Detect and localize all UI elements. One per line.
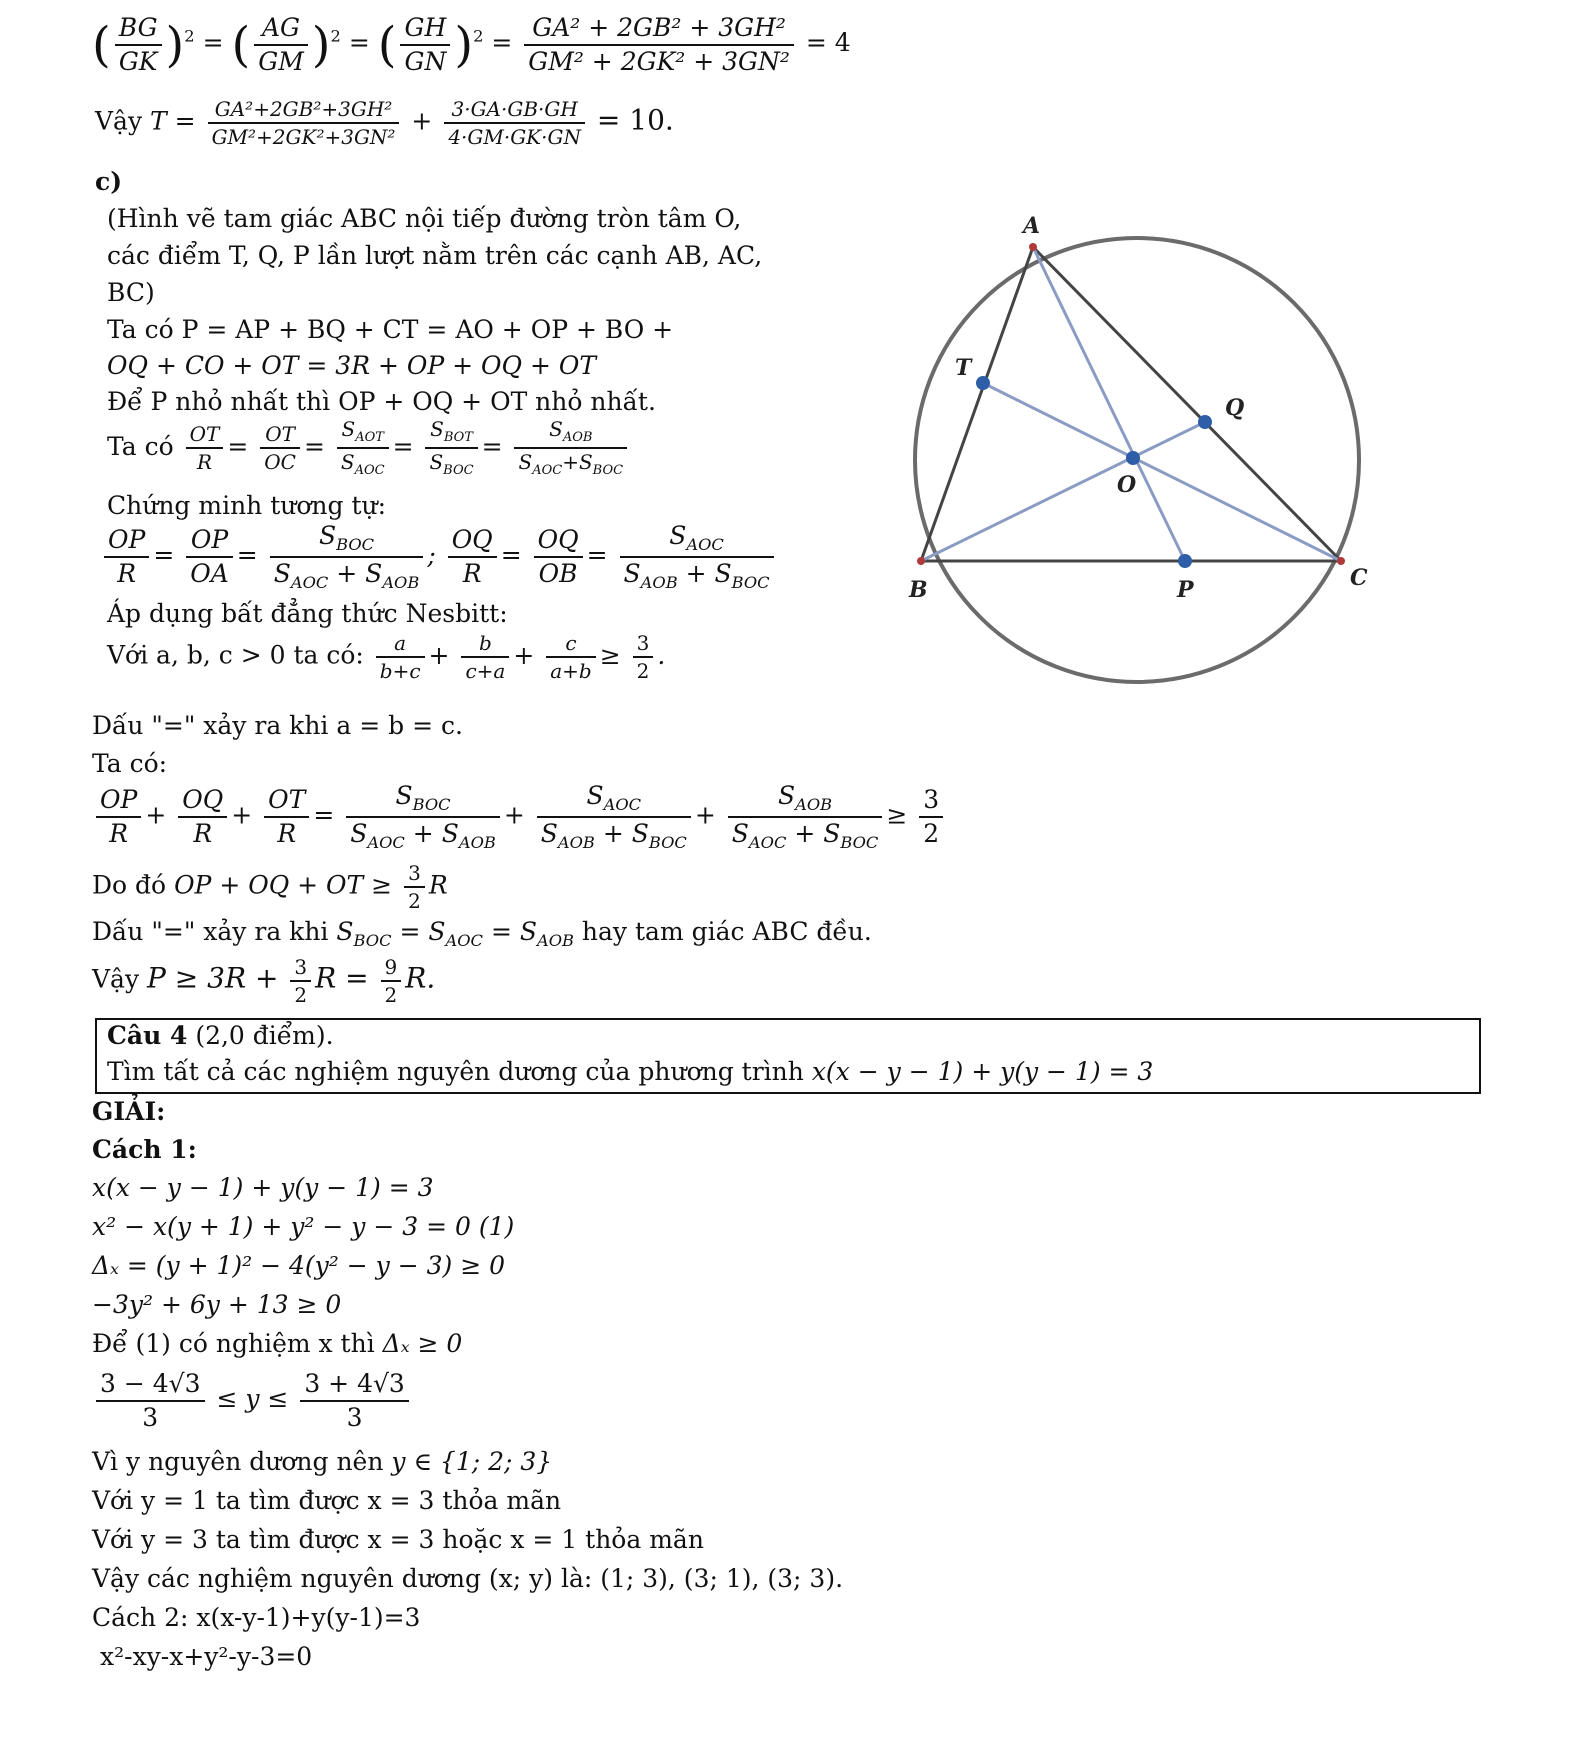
l2-prefix: Vậy [95, 106, 143, 136]
label-T: T [955, 355, 972, 381]
para-p13: Dấu "=" xảy ra khi $S_{BOC} = S_{AOC} = S_{AOB}$ hay tam giác ABC đều. [92, 917, 872, 950]
p13-suffix: hay tam giác ABC đều. [581, 917, 872, 946]
l2-f1den: GM²+2GK²+3GN² [211, 125, 396, 149]
e6-mid: ≤ y ≤ [216, 1384, 289, 1413]
para-p5: Chứng minh tương tự: [107, 491, 387, 520]
l2-rhs: = 10. [596, 103, 674, 137]
equation-T [95, 98, 674, 148]
equation-op-oq: $\frac{OP}{R}$ = $\frac{OP}{OA}$ = $\frac{S_{BOC}}{S_{AOC} + S_{AOB}}$ ; $\frac{OQ}{R}$ = $\frac{OQ}{OB}$ = $\frac{S_{AOC}}{S_{AOB} + S_{BOC}}$ [100, 522, 778, 592]
fig-caption-3: BC) [107, 278, 155, 307]
e5-math: Δₓ ≥ 0 [382, 1329, 463, 1358]
step-e4: −3y² + 6y + 13 ≥ 0 [92, 1290, 342, 1319]
para-p2: OQ + CO + OT = 3R + OP + OQ + OT [107, 351, 597, 380]
step-e7 [92, 1448, 552, 1476]
l2-T: T = [150, 106, 196, 136]
equation-nesbitt: Với a, b, c > 0 ta có: $\frac{a}{b+c}$ + $\frac{b}{c+a}$ + $\frac{c}{a+b}$ ≥ $\frac{3}{2}$ . [107, 631, 666, 683]
l1-rhs: = 4 [805, 28, 851, 57]
step-e9: Với y = 3 ta tìm được x = 3 hoặc x = 1 thỏa mãn [92, 1525, 704, 1554]
label-O: O [1117, 472, 1137, 498]
vertex-C [1337, 557, 1345, 565]
p4-prefix: Ta có [107, 431, 174, 461]
step-e3: Δₓ = (y + 1)² − 4(y² − y − 3) ≥ 0 [92, 1251, 506, 1280]
step-e12: x²-xy-x+y²-y-3=0 [100, 1642, 313, 1671]
l1-den: GM² + 2GK² + 3GN² [528, 46, 790, 76]
e7-prefix: Vì y nguyên dương nên [92, 1447, 384, 1476]
para-p7: Áp dụng bất đẳng thức Nesbitt: [107, 599, 508, 628]
method-1-heading: Cách 1: [92, 1135, 197, 1164]
para-p10: Ta có: [92, 749, 168, 778]
point-Q [1198, 415, 1212, 429]
step-e11: Cách 2: x(x-y-1)+y(y-1)=3 [92, 1603, 421, 1632]
e6-right-den: 3 [346, 1402, 363, 1432]
triangle-circle-figure [895, 205, 1395, 705]
part-c-label: c) [95, 167, 123, 196]
equation-ot-ratio: Ta có $\frac{OT}{R}$ = $\frac{OT}{OC}$ = $\frac{S_{AOT}}{S_{AOC}}$ = $\frac{S_{BOT}}{S_{BOC}}$ = $\frac{S_{AOB}}{S_{AOC}+S_{BOC}}$ [107, 418, 631, 479]
p8-prefix: Với a, b, c > 0 ta có: [107, 640, 364, 670]
cevian-ap [1033, 247, 1185, 561]
para-p1: Ta có P = AP + BQ + CT = AO + OP + BO + [107, 315, 674, 344]
vertex-B [917, 557, 925, 565]
cau4-title: Câu 4 [107, 1021, 188, 1050]
step-e8: Với y = 1 ta tìm được x = 3 thỏa mãn [92, 1486, 562, 1515]
cau4-points: (2,0 điểm). [195, 1021, 334, 1050]
l2-plus: + [411, 106, 433, 136]
p12-math: OP + OQ + OT ≥ [174, 870, 393, 900]
cau4-header [107, 1022, 334, 1050]
para-p9: Dấu "=" xảy ra khi a = b = c. [92, 711, 463, 740]
l1-num: GA² + 2GB² + 3GH² [524, 14, 794, 46]
label-B: B [909, 577, 928, 603]
e7-math: y ∈ {1; 2; 3} [391, 1447, 553, 1476]
cau4-text: Tìm tất cả các nghiệm nguyên dương của phương trình [107, 1057, 804, 1086]
e6-right-num: 3 + 4√3 [300, 1370, 409, 1402]
label-A: A [1023, 213, 1041, 239]
step-e2: x² − x(y + 1) + y² − y − 3 = 0 (1) [92, 1212, 515, 1241]
point-P [1178, 554, 1192, 568]
e5-prefix: Để (1) có nghiệm x thì [92, 1329, 375, 1358]
cau4-statement [107, 1058, 1153, 1086]
p12-prefix: Do đó [92, 870, 167, 900]
label-Q: Q [1225, 395, 1245, 421]
l2-f2num: 3·GA·GB·GH [444, 98, 585, 124]
label-P: P [1177, 577, 1194, 603]
l2-f2den: 4·GM·GK·GN [448, 125, 581, 149]
triangle-abc [921, 247, 1341, 561]
para-p12: Do đó OP + OQ + OT ≥ $\frac{3}{2}$ R [92, 861, 448, 913]
cevian-ct [983, 383, 1341, 561]
label-C: C [1350, 565, 1368, 591]
e6-left-num: 3 − 4√3 [96, 1370, 205, 1402]
p13-prefix: Dấu "=" xảy ra khi [92, 917, 329, 946]
fig-caption-1: (Hình vẽ tam giác ABC nội tiếp đường tròn tâm O, [107, 204, 742, 233]
solution-heading: GIẢI: [92, 1097, 166, 1126]
l2-f1num: GA²+2GB²+3GH² [208, 98, 400, 124]
point-T [976, 376, 990, 390]
step-e5 [92, 1330, 462, 1358]
equation-sum-ratio: $\frac{OP}{R}$ + $\frac{OQ}{R}$ + $\frac{OT}{R}$ = $\frac{S_{BOC}}{S_{AOC} + S_{AOB}}$ + $\frac{S_{AOC}}{S_{AOB} + S_{BOC}}$ + $\frac{S_{AOB}}{S_{AOC} + S_{BOC}}$ ≥ $\frac{3}{2}$ [92, 782, 947, 852]
point-O [1126, 451, 1140, 465]
step-e10: Vậy các nghiệm nguyên dương (x; y) là: (1; 3), (3; 1), (3; 3). [92, 1564, 844, 1593]
p14-prefix: Vậy [92, 964, 140, 994]
cau4-eq: x(x − y − 1) + y(y − 1) = 3 [811, 1057, 1154, 1086]
fig-caption-2: các điểm T, Q, P lần lượt nằm trên các cạnh AB, AC, [107, 241, 763, 270]
step-e6 [92, 1370, 413, 1431]
equation-ratio: ( $\frac{BG}{GK}$ )$^2$ = ( $\frac{AG}{GM}$ )$^2$ = ( $\frac{GH}{GN}$ )$^2$ = $\frac{\text{GA² + 2GB² + 3GH²}}{\text{GM² + 2GK² + 3GN²}}$ = 4 [92, 13, 851, 76]
vertex-A [1029, 243, 1037, 251]
para-p14: Vậy P ≥ 3R + $\frac{3}{2}$ R = $\frac{9}{2}$ R. [92, 955, 436, 1007]
para-p3: Để P nhỏ nhất thì OP + OQ + OT nhỏ nhất. [107, 387, 656, 416]
step-e1: x(x − y − 1) + y(y − 1) = 3 [92, 1173, 434, 1202]
e6-left-den: 3 [142, 1402, 159, 1432]
